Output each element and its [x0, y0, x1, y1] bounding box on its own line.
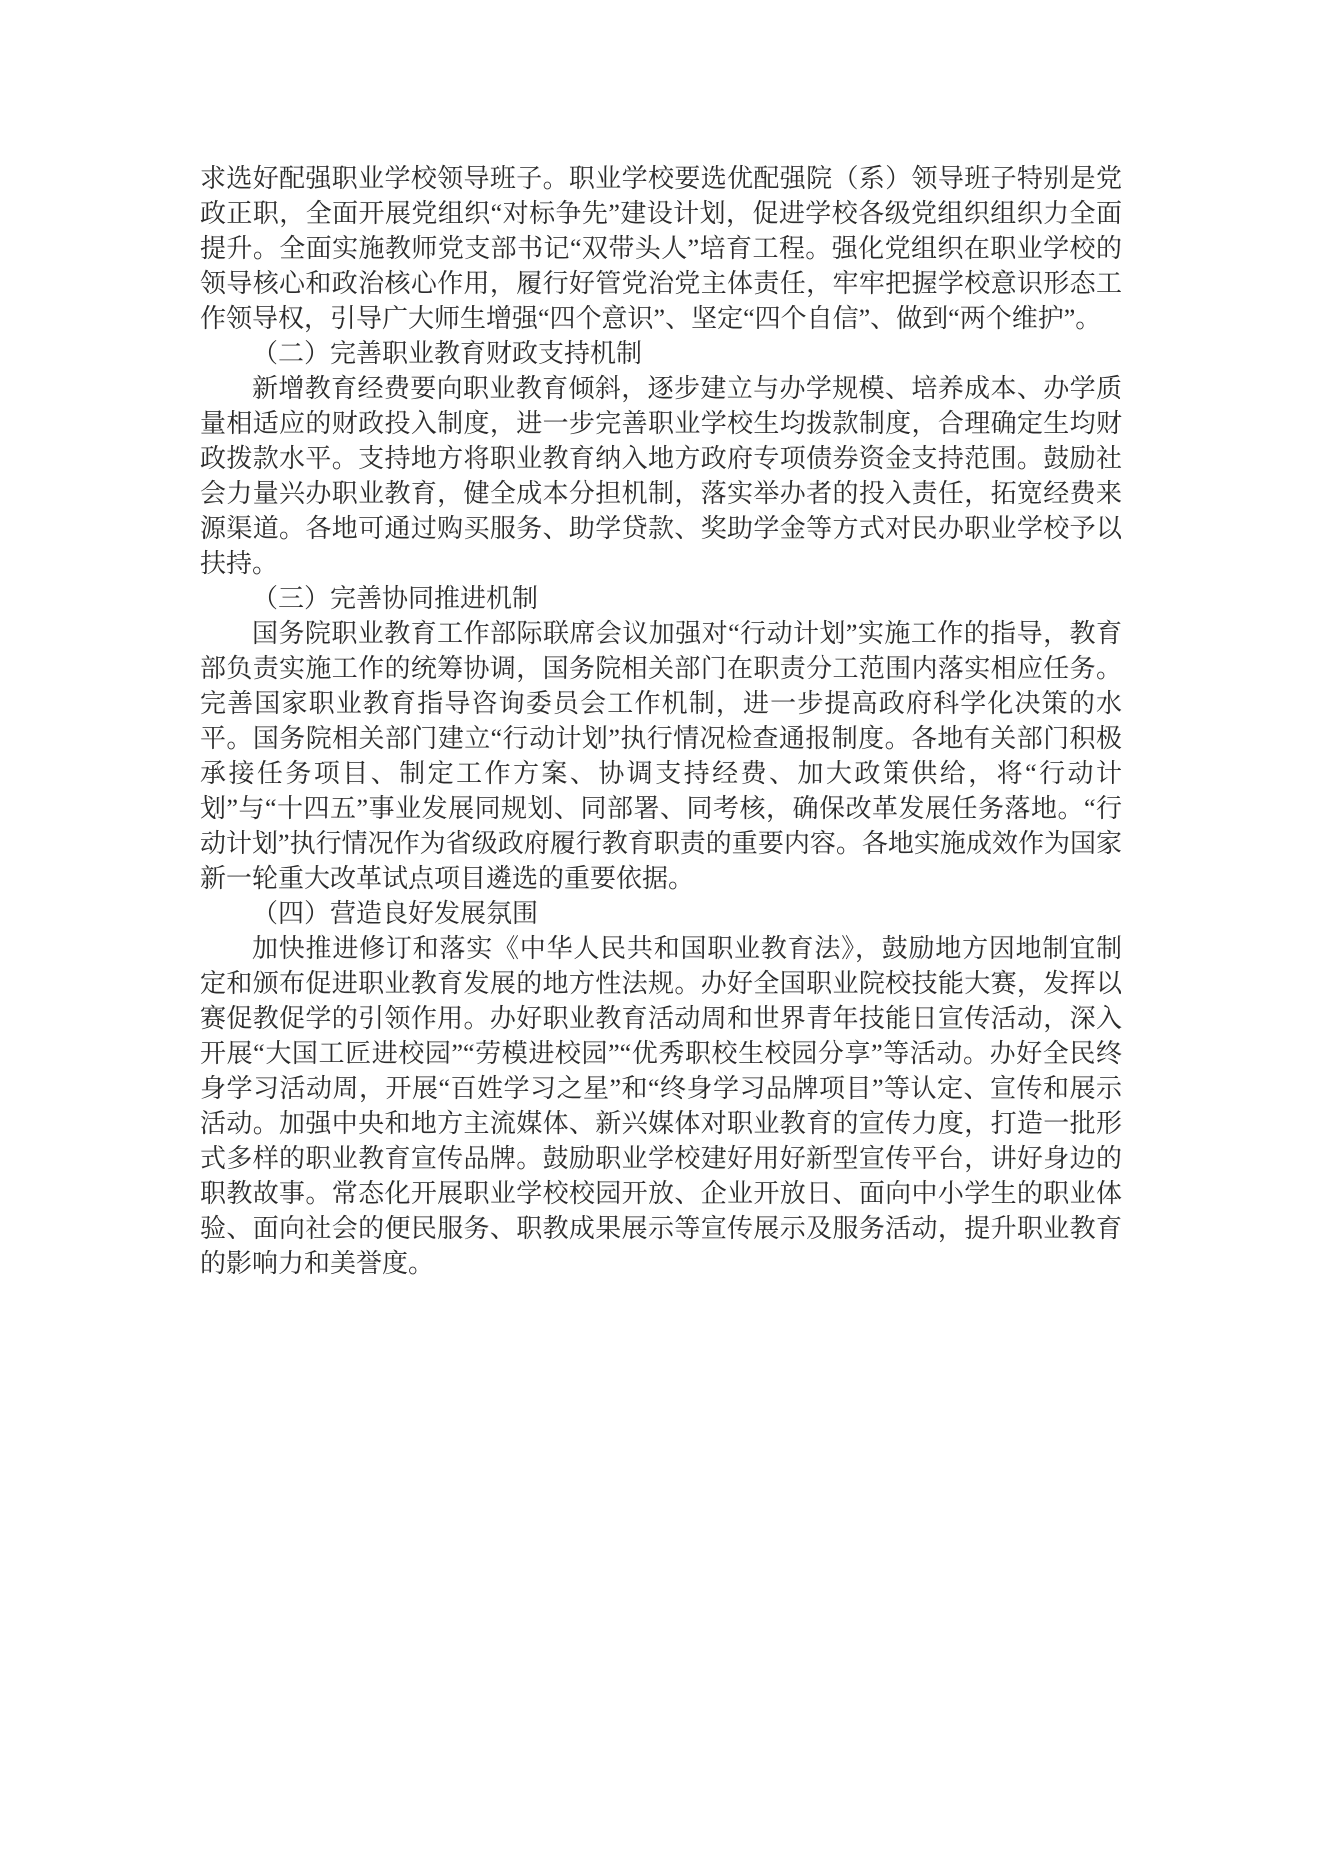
- section-heading-3: （三）完善协同推进机制: [252, 584, 539, 613]
- paragraph-finance-support: 新增教育经费要向职业教育倾斜，逐步建立与办学规模、培养成本、办学质量相适应的财政投入制度，进一步完善职业学校生均拨款制度，合理确定生均财政拨款水平。支持地方将职业教育纳入地方政府专项债券资金支持范围。鼓励社会力量兴办职业教育，健全成本分担机制，落实举办者的投入责任，拓宽经费来源渠道。各地可通过购买服务、助学贷款、奖助学金等方式对民办职业学校予以扶持。: [200, 374, 1122, 578]
- section-heading-2: （二）完善职业教育财政支持机制: [252, 339, 643, 368]
- section-heading-4: （四）营造良好发展氛围: [252, 899, 539, 928]
- document-text-block: [200, 161, 1122, 1281]
- paragraph-coordination-mechanism: 国务院职业教育工作部际联席会议加强对“行动计划”实施工作的指导，教育部负责实施工作的统筹协调，国务院相关部门在职责分工范围内落实相应任务。完善国家职业教育指导咨询委员会工作机制，进一步提高政府科学化决策的水平。国务院相关部门建立“行动计划”执行情况检查通报制度。各地有关部门积极承接任务项目、制定工作方案、协调支持经费、加大政策供给，将“行动计划”与“十四五”事业发展同规划、同部署、同考核，确保改革发展任务落地。“行动计划”执行情况作为省级政府履行教育职责的重要内容。各地实施成效作为国家新一轮重大改革试点项目遴选的重要依据。: [200, 619, 1122, 893]
- paragraph-continuation: 求选好配强职业学校领导班子。职业学校要选优配强院（系）领导班子特别是党政正职，全面开展党组织“对标争先”建设计划，促进学校各级党组织组织力全面提升。全面实施教师党支部书记“双带头人”培育工程。强化党组织在职业学校的领导核心和政治核心作用，履行好管党治党主体责任，牢牢把握学校意识形态工作领导权，引导广大师生增强“四个意识”、坚定“四个自信”、做到“两个维护”。: [200, 164, 1122, 333]
- paragraph-development-atmosphere: 加快推进修订和落实《中华人民共和国职业教育法》，鼓励地方因地制宜制定和颁布促进职业教育发展的地方性法规。办好全国职业院校技能大赛，发挥以赛促教促学的引领作用。办好职业教育活动周和世界青年技能日宣传活动，深入开展“大国工匠进校园”“劳模进校园”“优秀职校生校园分享”等活动。办好全民终身学习活动周，开展“百姓学习之星”和“终身学习品牌项目”等认定、宣传和展示活动。加强中央和地方主流媒体、新兴媒体对职业教育的宣传力度，打造一批形式多样的职业教育宣传品牌。鼓励职业学校建好用好新型宣传平台，讲好身边的职教故事。常态化开展职业学校校园开放、企业开放日、面向中小学生的职业体验、面向社会的便民服务、职教成果展示等宣传展示及服务活动，提升职业教育的影响力和美誉度。: [200, 934, 1122, 1278]
